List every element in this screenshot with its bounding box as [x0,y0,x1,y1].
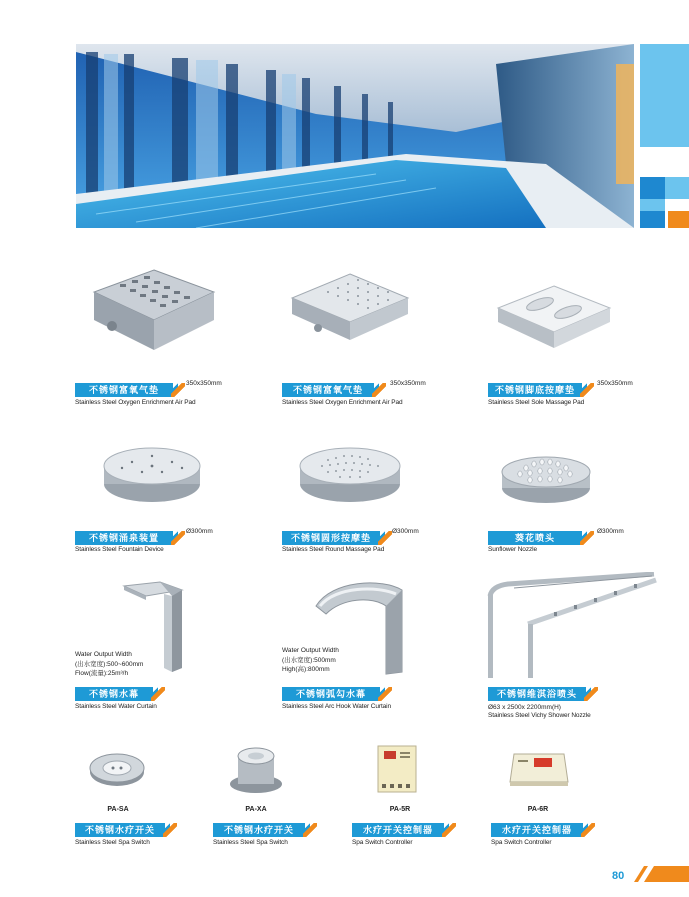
flat-air-pad-image [288,270,412,352]
page-number: 80 [612,870,625,882]
product-spec [282,646,339,675]
product-name-en: Sunflower Nozzle [488,546,537,553]
product-name-cn: 不锈钢弧勾水幕 [282,687,380,701]
spa-switch-controller-6r-image [508,746,570,788]
spec-line: High(高):800mm [282,666,330,673]
product-name-en: Stainless Steel Spa Switch [75,839,150,846]
model-number: PA-5R [389,806,411,813]
product-name-cn: 葵花喷头 [488,531,582,545]
product-name-cn: 不锈钢脚底按摩垫 [488,383,582,397]
spa-switch-controller-5r-image [376,742,420,794]
product-spec [75,650,143,679]
sole-massage-pad-image [494,282,614,356]
product-name-cn: 水疗开关控制器 [352,823,444,837]
spec-line: (出水宽度):500mm [282,656,336,664]
product-name-cn: 不锈钢涌泉装置 [75,531,173,545]
product-size: Ø300mm [186,528,213,535]
page-corner-stripe [634,866,689,882]
product-size: Ø300mm [392,528,419,535]
product-name-en: Stainless Steel Vichy Shower Nozzle [488,712,591,719]
spec-line: Water Output Width [282,647,339,654]
product-name-cn: 不锈钢水疗开关 [75,823,165,837]
product-name-cn: 不锈钢维淇浴喷头 [488,687,586,701]
model-number: PA-SA [107,806,129,813]
product-size: Ø300mm [597,528,624,535]
product-name-en: Spa Switch Controller [491,839,552,846]
spec-line: Water Output Width [75,651,132,658]
product-size: 350x350mm [390,380,426,387]
sunflower-nozzle-image [500,446,592,506]
product-name-en: Stainless Steel Arc Hook Water Curtain [282,703,392,710]
model-number: PA-XA [245,806,267,813]
product-name-cn: 不锈钢水疗开关 [213,823,305,837]
product-size: 350x350mm [186,380,222,387]
product-name-cn: 不锈钢水幕 [75,687,153,701]
product-name-en: Stainless Steel Water Curtain [75,703,157,710]
square-air-pad-image [90,262,218,354]
product-name-en: Stainless Steel Spa Switch [213,839,288,846]
model-number: PA-6R [527,806,549,813]
spa-switch-sa-image [88,748,146,788]
vichy-shower-nozzle-image [484,572,660,680]
product-name-en: Stainless Steel Oxygen Enrichment Air Pad [75,399,196,406]
fountain-device-image [102,440,202,506]
spec-line: Flow(流量):25m³/h [75,670,129,677]
round-massage-pad-image [298,440,402,506]
spec-line: (出水宽度):500~600mm [75,660,144,668]
hero-pool-photo [76,44,634,228]
product-name-cn: 不锈钢圆形按摩垫 [282,531,380,545]
product-name-en: Stainless Steel Fountain Device [75,546,164,553]
product-name-en: Stainless Steel Sole Massage Pad [488,399,585,406]
product-name-en: Stainless Steel Round Massage Pad [282,546,385,553]
product-name-en: Spa Switch Controller [352,839,413,846]
product-name-en: Stainless Steel Oxygen Enrichment Air Pad [282,399,403,406]
product-name-cn: 水疗开关控制器 [491,823,583,837]
spa-switch-xa-image [228,740,284,794]
product-spec: Ø63 x 2500x 2200mm(H) [488,704,561,711]
product-name-cn: 不锈钢富氧气垫 [75,383,173,397]
product-name-cn: 不锈钢富氧气垫 [282,383,374,397]
product-size: 350x350mm [597,380,633,387]
